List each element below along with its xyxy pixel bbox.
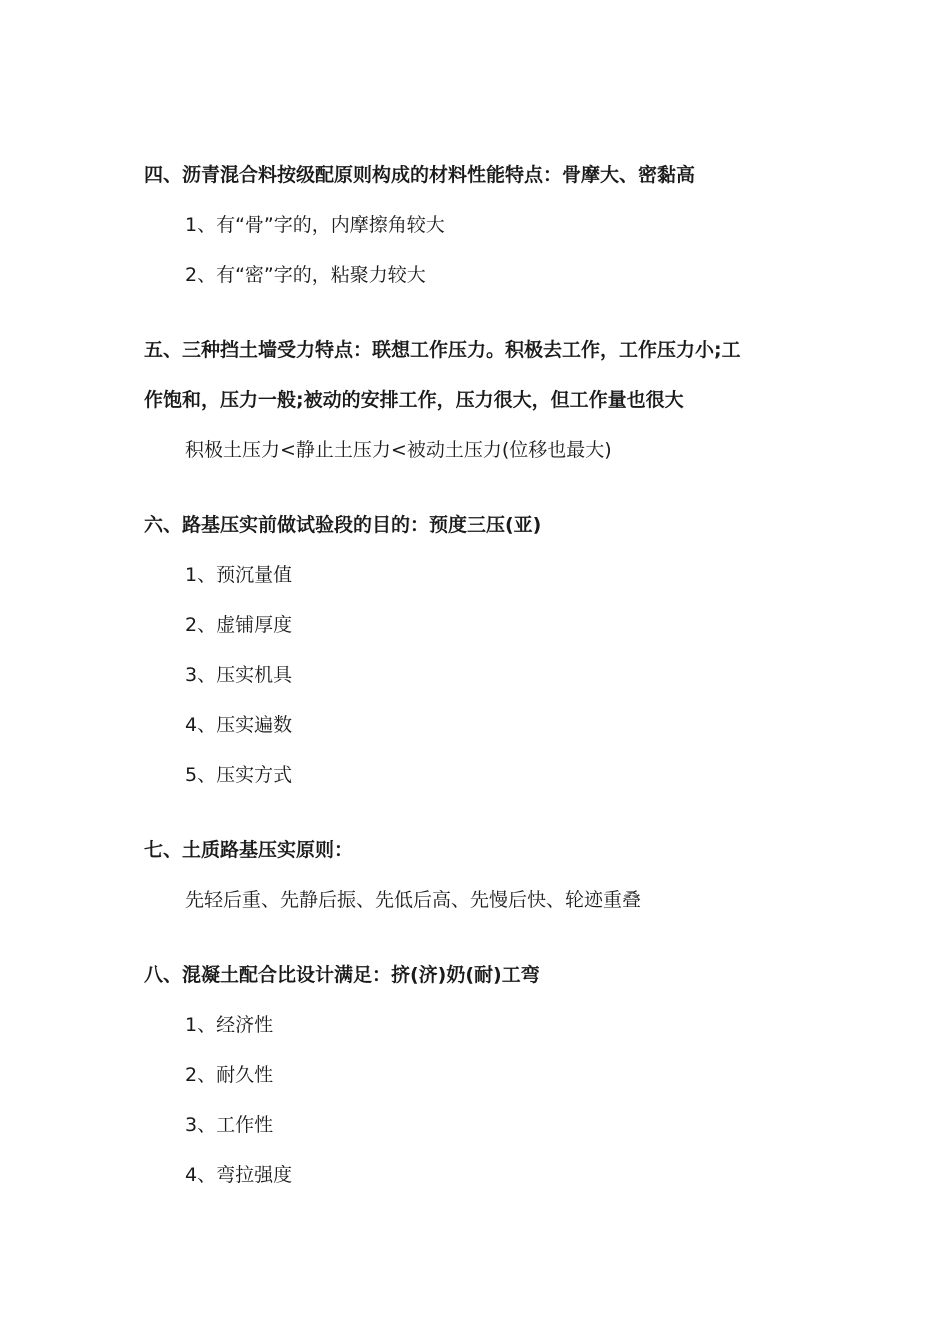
- list-item: 2、耐久性: [185, 1064, 274, 1086]
- list-item: 2、有“密”字的，粘聚力较大: [185, 264, 426, 286]
- list-item: 4、弯拉强度: [185, 1164, 293, 1186]
- section-heading: 七、土质路基压实原则：: [144, 839, 354, 861]
- list-item: 3、压实机具: [185, 664, 293, 686]
- list-item: 4、压实遍数: [185, 714, 293, 736]
- list-item: 1、预沉量值: [185, 564, 293, 586]
- section-test-section: [144, 500, 814, 800]
- section-heading: 四、沥青混合料按级配原则构成的材料性能特点：骨摩大、密黏高: [144, 164, 696, 186]
- section-heading: 五、三种挡土墙受力特点：联想工作压力。积极去工作，工作压力小;工: [144, 339, 741, 361]
- section-compaction-principle: [144, 825, 814, 925]
- list-item: 3、工作性: [185, 1114, 274, 1136]
- section-heading: 六、路基压实前做试验段的目的：预度三压(亚): [144, 514, 542, 536]
- section-retaining-wall: [144, 325, 814, 475]
- list-item: 1、经济性: [185, 1014, 274, 1036]
- section-concrete-mix: [144, 950, 814, 1200]
- section-heading: 八、混凝土配合比设计满足：挤(济)奶(耐)工弯: [144, 964, 540, 986]
- document-page: [144, 150, 814, 1200]
- section-asphalt: [144, 150, 814, 300]
- list-item: 1、有“骨”字的，内摩擦角较大: [185, 214, 445, 236]
- list-item: 5、压实方式: [185, 764, 293, 786]
- section-heading-continued: 作饱和，压力一般;被动的安排工作，压力很大，但工作量也很大: [144, 389, 684, 411]
- list-item: 2、虚铺厚度: [185, 614, 293, 636]
- list-item: 积极土压力<静止土压力<被动土压力(位移也最大): [185, 439, 612, 461]
- list-item: 先轻后重、先静后振、先低后高、先慢后快、轮迹重叠: [185, 889, 642, 911]
